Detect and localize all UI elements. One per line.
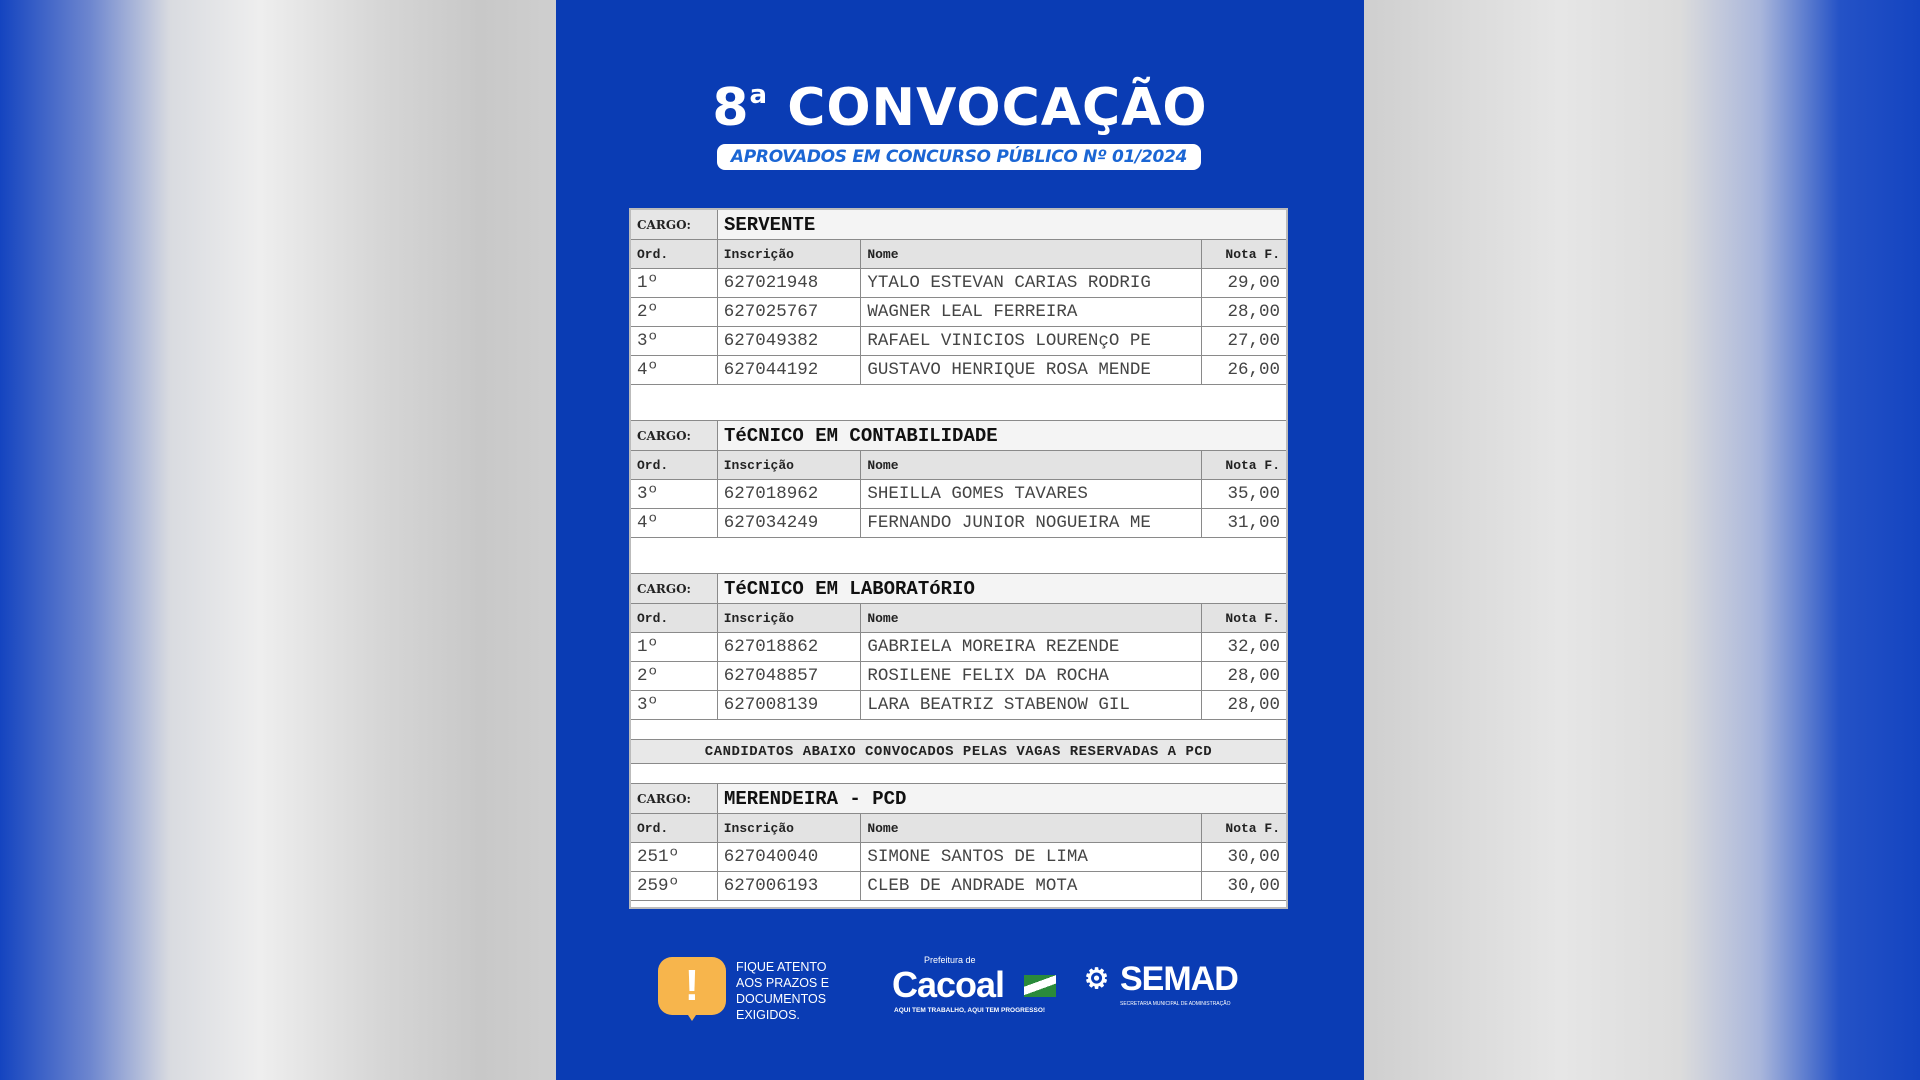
column-header: Ord. <box>631 240 718 268</box>
footer <box>556 955 1364 1035</box>
nome-cell: SHEILLA GOMES TAVARES <box>861 480 1202 508</box>
column-header: Nome <box>861 604 1202 632</box>
cargo-name: MERENDEIRA - PCD <box>724 787 907 810</box>
spacer <box>631 385 1286 421</box>
nota-cell: 30,00 <box>1227 847 1280 867</box>
cacoal-name: Cacoal <box>892 964 1005 1005</box>
ord-cell: 259º <box>631 872 718 900</box>
column-header: Nome <box>861 451 1202 479</box>
inscricao-cell: 627021948 <box>718 269 862 297</box>
table-row <box>631 327 1286 356</box>
nome-cell: LARA BEATRIZ STABENOW GIL <box>861 691 1202 719</box>
inscricao-cell: 627008139 <box>718 691 862 719</box>
cargo-row <box>631 421 1286 451</box>
column-header: Nome <box>861 240 1202 268</box>
nome-cell: GABRIELA MOREIRA REZENDE <box>861 633 1202 661</box>
nome-cell: RAFAEL VINICIOS LOURENçO PE <box>861 327 1202 355</box>
inscricao-cell: 627025767 <box>718 298 862 326</box>
column-header: Inscrição <box>718 451 862 479</box>
cargo-name: TéCNICO EM LABORATóRIO <box>724 577 975 600</box>
table-header <box>631 240 1286 269</box>
table-row <box>631 843 1286 872</box>
nome-cell: WAGNER LEAL FERREIRA <box>861 298 1202 326</box>
nota-cell: 28,00 <box>1227 302 1280 322</box>
spacer <box>631 720 1286 740</box>
cargo-label: CARGO: <box>631 574 718 603</box>
nome-cell: ROSILENE FELIX DA ROCHA <box>861 662 1202 690</box>
ord-cell: 2º <box>631 298 718 326</box>
nome-cell: CLEB DE ANDRADE MOTA <box>861 872 1202 900</box>
cargo-label: CARGO: <box>631 421 718 450</box>
spacer <box>631 538 1286 574</box>
inscricao-cell: 627040040 <box>718 843 862 871</box>
table-row <box>631 872 1286 901</box>
cargo-row <box>631 784 1286 814</box>
cargo-label: CARGO: <box>631 784 718 813</box>
ord-cell: 2º <box>631 662 718 690</box>
title-number: 8 <box>712 78 750 138</box>
semad-emblem-icon: ⚙ <box>1084 963 1110 994</box>
table-row <box>631 269 1286 298</box>
ord-cell: 4º <box>631 356 718 384</box>
ord-cell: 3º <box>631 327 718 355</box>
pcd-note: CANDIDATOS ABAIXO CONVOCADOS PELAS VAGAS RESERVADAS A PCD <box>631 740 1286 764</box>
column-header: Inscrição <box>718 604 862 632</box>
table-row <box>631 480 1286 509</box>
cargo-name: SERVENTE <box>724 213 816 236</box>
nota-cell: 27,00 <box>1227 331 1280 351</box>
subtitle-badge: APROVADOS EM CONCURSO PÚBLICO Nº 01/2024 <box>717 144 1201 170</box>
column-header: Ord. <box>631 604 718 632</box>
nota-cell: 31,00 <box>1227 513 1280 533</box>
column-header: Nota F. <box>1225 457 1280 473</box>
flag-icon <box>1024 975 1056 997</box>
title-text: CONVOCAÇÃO <box>787 78 1208 138</box>
spacer <box>631 764 1286 784</box>
alert-line: EXIGIDOS. <box>736 1008 800 1022</box>
column-header: Inscrição <box>718 240 862 268</box>
cacoal-slogan: AQUI TEM TRABALHO, AQUI TEM PROGRESSO! <box>894 1007 1046 1014</box>
ord-cell: 3º <box>631 480 718 508</box>
cacoal-logo <box>892 955 1072 1019</box>
nota-cell: 35,00 <box>1227 484 1280 504</box>
ord-cell: 4º <box>631 509 718 537</box>
nota-cell: 29,00 <box>1227 273 1280 293</box>
table-row <box>631 662 1286 691</box>
alert-text <box>736 959 856 1023</box>
column-header: Ord. <box>631 451 718 479</box>
column-header: Nota F. <box>1225 246 1280 262</box>
inscricao-cell: 627044192 <box>718 356 862 384</box>
nome-cell: SIMONE SANTOS DE LIMA <box>861 843 1202 871</box>
inscricao-cell: 627049382 <box>718 327 862 355</box>
semad-subtitle: SECRETARIA MUNICIPAL DE ADMINISTRAÇÃO <box>1120 1001 1231 1007</box>
table-row <box>631 356 1286 385</box>
table-header <box>631 604 1286 633</box>
ord-cell: 3º <box>631 691 718 719</box>
column-header: Nota F. <box>1225 820 1280 836</box>
ord-cell: 251º <box>631 843 718 871</box>
column-header: Ord. <box>631 814 718 842</box>
inscricao-cell: 627018962 <box>718 480 862 508</box>
column-header: Nota F. <box>1225 610 1280 626</box>
nome-cell: YTALO ESTEVAN CARIAS RODRIG <box>861 269 1202 297</box>
announcement-panel <box>556 0 1364 1080</box>
cargo-name: TéCNICO EM CONTABILIDADE <box>724 424 998 447</box>
alert-line: FIQUE ATENTO <box>736 960 827 974</box>
title-ordinal: a <box>749 80 769 110</box>
results-table <box>629 208 1288 909</box>
nota-cell: 26,00 <box>1227 360 1280 380</box>
nome-cell: GUSTAVO HENRIQUE ROSA MENDE <box>861 356 1202 384</box>
cargo-label: CARGO: <box>631 210 718 239</box>
nota-cell: 32,00 <box>1227 637 1280 657</box>
alert-line: AOS PRAZOS E <box>736 976 830 990</box>
inscricao-cell: 627018862 <box>718 633 862 661</box>
cargo-row <box>631 574 1286 604</box>
nota-cell: 28,00 <box>1227 695 1280 715</box>
nome-cell: FERNANDO JUNIOR NOGUEIRA ME <box>861 509 1202 537</box>
inscricao-cell: 627034249 <box>718 509 862 537</box>
table-row <box>631 691 1286 720</box>
nota-cell: 28,00 <box>1227 666 1280 686</box>
column-header: Nome <box>861 814 1202 842</box>
cargo-row <box>631 210 1286 240</box>
exclamation-icon: ! <box>658 957 726 1015</box>
page-title <box>556 78 1364 138</box>
table-row <box>631 633 1286 662</box>
table-row <box>631 509 1286 538</box>
alert-line: DOCUMENTOS <box>736 992 827 1006</box>
ord-cell: 1º <box>631 633 718 661</box>
semad-name: SEMAD <box>1120 960 1238 998</box>
nota-cell: 30,00 <box>1227 876 1280 896</box>
ord-cell: 1º <box>631 269 718 297</box>
table-header <box>631 814 1286 843</box>
table-row <box>631 298 1286 327</box>
table-header <box>631 451 1286 480</box>
semad-logo <box>1084 961 1254 1017</box>
cacoal-prefix: Prefeitura de <box>924 955 976 965</box>
inscricao-cell: 627048857 <box>718 662 862 690</box>
column-header: Inscrição <box>718 814 862 842</box>
inscricao-cell: 627006193 <box>718 872 862 900</box>
